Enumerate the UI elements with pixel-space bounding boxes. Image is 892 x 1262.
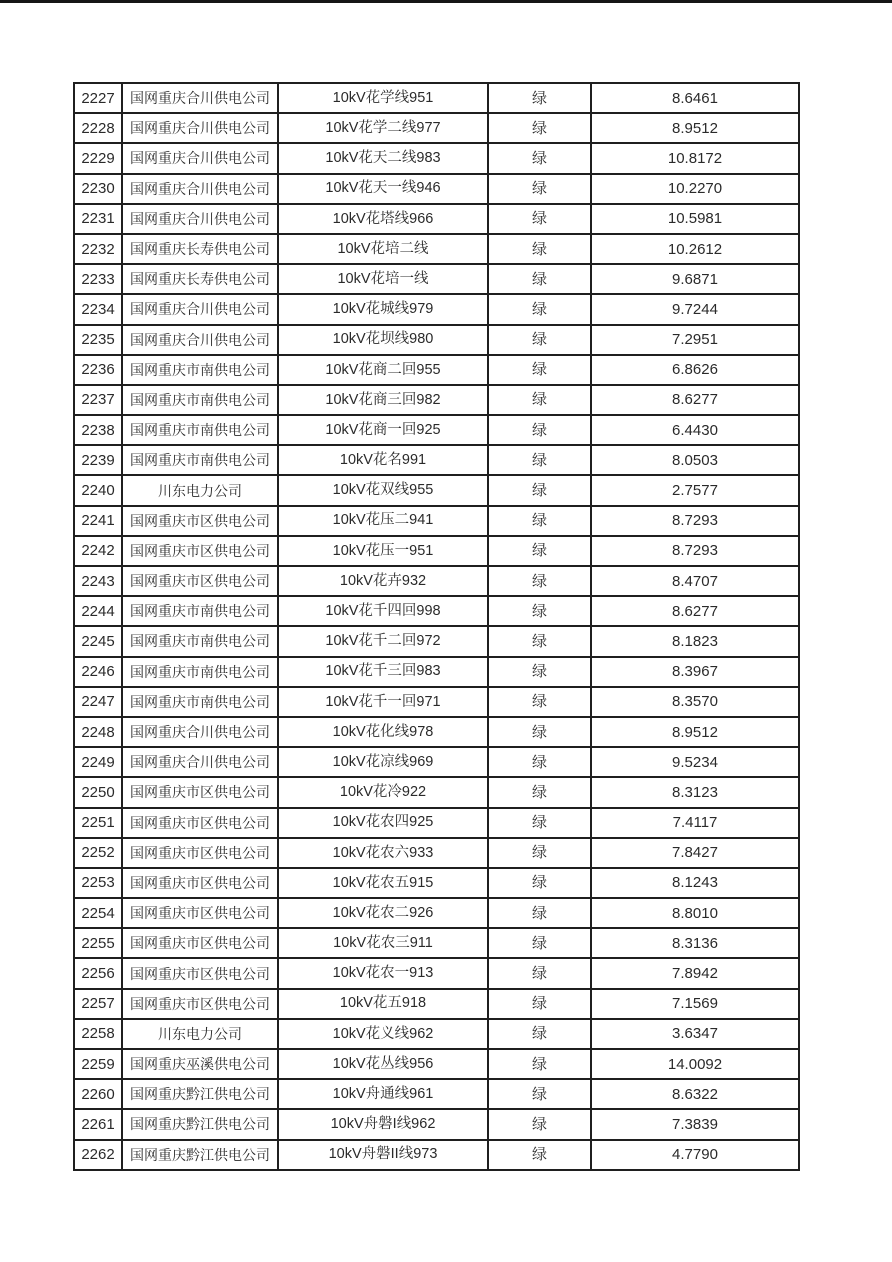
row-number-cell: 2243 (74, 566, 122, 596)
company-cell: 国网重庆市区供电公司 (122, 838, 278, 868)
company-cell: 国网重庆合川供电公司 (122, 325, 278, 355)
value-cell: 8.7293 (591, 506, 799, 536)
row-number-cell: 2246 (74, 657, 122, 687)
line-name-cell: 10kV花学二线977 (278, 113, 488, 143)
row-number-cell: 2244 (74, 596, 122, 626)
table-row (74, 355, 799, 385)
value-cell: 6.8626 (591, 355, 799, 385)
table-row (74, 596, 799, 626)
line-name-cell: 10kV花农五915 (278, 868, 488, 898)
row-number-cell: 2228 (74, 113, 122, 143)
status-cell: 绿 (488, 657, 591, 687)
value-cell: 7.2951 (591, 325, 799, 355)
value-cell: 8.3136 (591, 928, 799, 958)
company-cell: 国网重庆市区供电公司 (122, 958, 278, 988)
row-number-cell: 2260 (74, 1079, 122, 1109)
line-name-cell: 10kV花化线978 (278, 717, 488, 747)
power-line-table (73, 82, 800, 1171)
status-cell: 绿 (488, 1049, 591, 1079)
company-cell: 国网重庆市南供电公司 (122, 596, 278, 626)
value-cell: 8.6277 (591, 385, 799, 415)
status-cell: 绿 (488, 536, 591, 566)
status-cell: 绿 (488, 958, 591, 988)
value-cell: 10.2612 (591, 234, 799, 264)
line-name-cell: 10kV花塔线966 (278, 204, 488, 234)
line-name-cell: 10kV舟通线961 (278, 1079, 488, 1109)
company-cell: 国网重庆长寿供电公司 (122, 264, 278, 294)
row-number-cell: 2232 (74, 234, 122, 264)
status-cell: 绿 (488, 989, 591, 1019)
table-row (74, 928, 799, 958)
table-row (74, 475, 799, 505)
status-cell: 绿 (488, 1140, 591, 1170)
table-row (74, 1140, 799, 1170)
line-name-cell: 10kV花农二926 (278, 898, 488, 928)
table-row (74, 294, 799, 324)
value-cell: 7.1569 (591, 989, 799, 1019)
status-cell: 绿 (488, 838, 591, 868)
table-row (74, 898, 799, 928)
value-cell: 14.0092 (591, 1049, 799, 1079)
table-row (74, 234, 799, 264)
status-cell: 绿 (488, 385, 591, 415)
table-row (74, 687, 799, 717)
row-number-cell: 2239 (74, 445, 122, 475)
table-row (74, 325, 799, 355)
company-cell: 国网重庆市南供电公司 (122, 626, 278, 656)
table-row (74, 1079, 799, 1109)
table-row (74, 1019, 799, 1049)
row-number-cell: 2227 (74, 83, 122, 113)
line-name-cell: 10kV花商三回982 (278, 385, 488, 415)
company-cell: 川东电力公司 (122, 475, 278, 505)
row-number-cell: 2242 (74, 536, 122, 566)
row-number-cell: 2236 (74, 355, 122, 385)
status-cell: 绿 (488, 566, 591, 596)
status-cell: 绿 (488, 143, 591, 173)
status-cell: 绿 (488, 506, 591, 536)
company-cell: 国网重庆市区供电公司 (122, 898, 278, 928)
table-row (74, 536, 799, 566)
table-row (74, 445, 799, 475)
line-name-cell: 10kV花名991 (278, 445, 488, 475)
status-cell: 绿 (488, 596, 591, 626)
company-cell: 国网重庆黔江供电公司 (122, 1140, 278, 1170)
table-row (74, 868, 799, 898)
line-name-cell: 10kV花培二线 (278, 234, 488, 264)
row-number-cell: 2233 (74, 264, 122, 294)
line-name-cell: 10kV花商一回925 (278, 415, 488, 445)
status-cell: 绿 (488, 325, 591, 355)
company-cell: 国网重庆合川供电公司 (122, 83, 278, 113)
line-name-cell: 10kV花千三回983 (278, 657, 488, 687)
company-cell: 国网重庆市区供电公司 (122, 989, 278, 1019)
row-number-cell: 2249 (74, 747, 122, 777)
company-cell: 国网重庆合川供电公司 (122, 174, 278, 204)
row-number-cell: 2248 (74, 717, 122, 747)
company-cell: 国网重庆市区供电公司 (122, 536, 278, 566)
value-cell: 10.2270 (591, 174, 799, 204)
row-number-cell: 2257 (74, 989, 122, 1019)
row-number-cell: 2245 (74, 626, 122, 656)
row-number-cell: 2241 (74, 506, 122, 536)
row-number-cell: 2250 (74, 777, 122, 807)
line-name-cell: 10kV花农一913 (278, 958, 488, 988)
table-row (74, 838, 799, 868)
status-cell: 绿 (488, 626, 591, 656)
line-name-cell: 10kV花千四回998 (278, 596, 488, 626)
value-cell: 8.6461 (591, 83, 799, 113)
value-cell: 8.6277 (591, 596, 799, 626)
status-cell: 绿 (488, 113, 591, 143)
status-cell: 绿 (488, 868, 591, 898)
line-name-cell: 10kV花千二回972 (278, 626, 488, 656)
value-cell: 8.7293 (591, 536, 799, 566)
company-cell: 国网重庆市区供电公司 (122, 506, 278, 536)
value-cell: 8.6322 (591, 1079, 799, 1109)
company-cell: 国网重庆市南供电公司 (122, 657, 278, 687)
table-row (74, 143, 799, 173)
company-cell: 国网重庆合川供电公司 (122, 143, 278, 173)
status-cell: 绿 (488, 717, 591, 747)
company-cell: 国网重庆合川供电公司 (122, 717, 278, 747)
company-cell: 国网重庆市区供电公司 (122, 566, 278, 596)
table-row (74, 747, 799, 777)
company-cell: 国网重庆市区供电公司 (122, 868, 278, 898)
status-cell: 绿 (488, 234, 591, 264)
status-cell: 绿 (488, 747, 591, 777)
status-cell: 绿 (488, 1109, 591, 1139)
value-cell: 7.8427 (591, 838, 799, 868)
value-cell: 8.3570 (591, 687, 799, 717)
table-row (74, 657, 799, 687)
value-cell: 2.7577 (591, 475, 799, 505)
status-cell: 绿 (488, 808, 591, 838)
row-number-cell: 2247 (74, 687, 122, 717)
table-row (74, 83, 799, 113)
company-cell: 国网重庆市区供电公司 (122, 928, 278, 958)
line-name-cell: 10kV花城线979 (278, 294, 488, 324)
line-name-cell: 10kV舟磐II线973 (278, 1140, 488, 1170)
company-cell: 国网重庆市南供电公司 (122, 687, 278, 717)
row-number-cell: 2253 (74, 868, 122, 898)
row-number-cell: 2229 (74, 143, 122, 173)
company-cell: 国网重庆长寿供电公司 (122, 234, 278, 264)
table-row (74, 566, 799, 596)
company-cell: 国网重庆合川供电公司 (122, 294, 278, 324)
row-number-cell: 2258 (74, 1019, 122, 1049)
value-cell: 3.6347 (591, 1019, 799, 1049)
status-cell: 绿 (488, 777, 591, 807)
table-row (74, 174, 799, 204)
value-cell: 8.0503 (591, 445, 799, 475)
value-cell: 8.9512 (591, 113, 799, 143)
status-cell: 绿 (488, 204, 591, 234)
value-cell: 8.9512 (591, 717, 799, 747)
value-cell: 6.4430 (591, 415, 799, 445)
table-row (74, 113, 799, 143)
row-number-cell: 2254 (74, 898, 122, 928)
row-number-cell: 2234 (74, 294, 122, 324)
line-name-cell: 10kV舟磐I线962 (278, 1109, 488, 1139)
company-cell: 国网重庆巫溪供电公司 (122, 1049, 278, 1079)
table-row (74, 264, 799, 294)
table-row (74, 777, 799, 807)
line-name-cell: 10kV花天一线946 (278, 174, 488, 204)
status-cell: 绿 (488, 928, 591, 958)
table-row (74, 204, 799, 234)
line-name-cell: 10kV花凉线969 (278, 747, 488, 777)
status-cell: 绿 (488, 475, 591, 505)
company-cell: 国网重庆黔江供电公司 (122, 1109, 278, 1139)
line-name-cell: 10kV花丛线956 (278, 1049, 488, 1079)
line-name-cell: 10kV花冷922 (278, 777, 488, 807)
line-name-cell: 10kV花学线951 (278, 83, 488, 113)
value-cell: 4.7790 (591, 1140, 799, 1170)
status-cell: 绿 (488, 174, 591, 204)
line-name-cell: 10kV花坝线980 (278, 325, 488, 355)
value-cell: 8.1823 (591, 626, 799, 656)
value-cell: 8.8010 (591, 898, 799, 928)
line-name-cell: 10kV花商二回955 (278, 355, 488, 385)
line-name-cell: 10kV花压一951 (278, 536, 488, 566)
status-cell: 绿 (488, 264, 591, 294)
value-cell: 9.6871 (591, 264, 799, 294)
line-name-cell: 10kV花培一线 (278, 264, 488, 294)
status-cell: 绿 (488, 445, 591, 475)
row-number-cell: 2237 (74, 385, 122, 415)
company-cell: 国网重庆市南供电公司 (122, 385, 278, 415)
row-number-cell: 2262 (74, 1140, 122, 1170)
table-row (74, 989, 799, 1019)
value-cell: 8.4707 (591, 566, 799, 596)
line-name-cell: 10kV花压二941 (278, 506, 488, 536)
company-cell: 国网重庆市南供电公司 (122, 445, 278, 475)
value-cell: 9.7244 (591, 294, 799, 324)
table-row (74, 1049, 799, 1079)
table-row (74, 1109, 799, 1139)
row-number-cell: 2256 (74, 958, 122, 988)
status-cell: 绿 (488, 83, 591, 113)
status-cell: 绿 (488, 687, 591, 717)
value-cell: 10.5981 (591, 204, 799, 234)
value-cell: 7.4117 (591, 808, 799, 838)
table-row (74, 506, 799, 536)
value-cell: 8.3123 (591, 777, 799, 807)
table-row (74, 958, 799, 988)
value-cell: 8.1243 (591, 868, 799, 898)
table-row (74, 385, 799, 415)
table-row (74, 626, 799, 656)
table-body (74, 83, 799, 1170)
row-number-cell: 2251 (74, 808, 122, 838)
company-cell: 国网重庆黔江供电公司 (122, 1079, 278, 1109)
row-number-cell: 2238 (74, 415, 122, 445)
line-name-cell: 10kV花千一回971 (278, 687, 488, 717)
company-cell: 国网重庆市区供电公司 (122, 777, 278, 807)
window-top-edge (0, 0, 892, 3)
line-name-cell: 10kV花农三911 (278, 928, 488, 958)
row-number-cell: 2231 (74, 204, 122, 234)
status-cell: 绿 (488, 355, 591, 385)
row-number-cell: 2230 (74, 174, 122, 204)
status-cell: 绿 (488, 415, 591, 445)
value-cell: 7.3839 (591, 1109, 799, 1139)
line-name-cell: 10kV花双线955 (278, 475, 488, 505)
row-number-cell: 2252 (74, 838, 122, 868)
row-number-cell: 2261 (74, 1109, 122, 1139)
status-cell: 绿 (488, 898, 591, 928)
company-cell: 国网重庆合川供电公司 (122, 747, 278, 777)
line-name-cell: 10kV花农四925 (278, 808, 488, 838)
value-cell: 7.8942 (591, 958, 799, 988)
line-name-cell: 10kV花义线962 (278, 1019, 488, 1049)
status-cell: 绿 (488, 294, 591, 324)
line-name-cell: 10kV花五918 (278, 989, 488, 1019)
value-cell: 8.3967 (591, 657, 799, 687)
status-cell: 绿 (488, 1079, 591, 1109)
status-cell: 绿 (488, 1019, 591, 1049)
line-name-cell: 10kV花天二线983 (278, 143, 488, 173)
table-row (74, 808, 799, 838)
company-cell: 国网重庆合川供电公司 (122, 113, 278, 143)
company-cell: 川东电力公司 (122, 1019, 278, 1049)
row-number-cell: 2259 (74, 1049, 122, 1079)
line-name-cell: 10kV花农六933 (278, 838, 488, 868)
company-cell: 国网重庆市区供电公司 (122, 808, 278, 838)
line-name-cell: 10kV花卉932 (278, 566, 488, 596)
row-number-cell: 2240 (74, 475, 122, 505)
table-row (74, 415, 799, 445)
company-cell: 国网重庆市南供电公司 (122, 415, 278, 445)
value-cell: 10.8172 (591, 143, 799, 173)
row-number-cell: 2255 (74, 928, 122, 958)
table-row (74, 717, 799, 747)
company-cell: 国网重庆合川供电公司 (122, 204, 278, 234)
row-number-cell: 2235 (74, 325, 122, 355)
company-cell: 国网重庆市南供电公司 (122, 355, 278, 385)
value-cell: 9.5234 (591, 747, 799, 777)
